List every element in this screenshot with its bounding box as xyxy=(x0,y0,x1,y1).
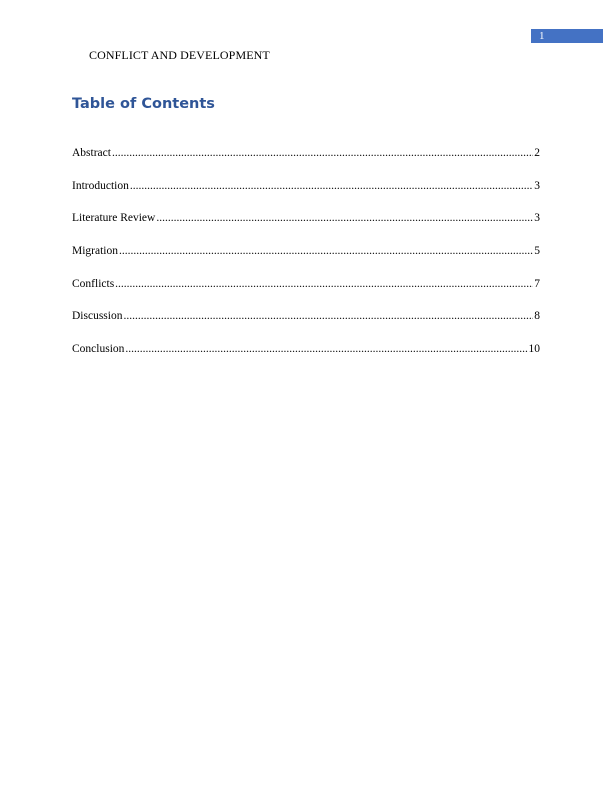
toc-entry-title[interactable]: Abstract xyxy=(72,147,111,159)
toc-entry-title[interactable]: Conflicts xyxy=(72,277,115,290)
toc-entry-migration[interactable] xyxy=(72,244,540,277)
toc-entry-title[interactable]: Migration xyxy=(72,245,118,258)
toc-entry-page[interactable]: 10 xyxy=(528,343,540,356)
toc-entry-introduction[interactable] xyxy=(72,179,540,212)
toc-dot-leader xyxy=(112,146,533,160)
toc-entry-conclusion[interactable] xyxy=(72,342,540,375)
toc-entry-title[interactable]: Literature Review xyxy=(72,212,156,225)
page-number-badge xyxy=(531,29,603,43)
toc-entry-page[interactable]: 3 xyxy=(534,212,540,225)
toc-entry-title[interactable]: Discussion xyxy=(72,310,123,323)
toc-entry-discussion[interactable] xyxy=(72,309,540,342)
toc-entry-page[interactable]: 7 xyxy=(534,277,540,290)
toc-entry-title[interactable]: Introduction xyxy=(72,179,129,192)
toc-entry-literature-review[interactable] xyxy=(72,211,540,244)
toc-dot-leader xyxy=(123,309,533,323)
toc-dot-leader xyxy=(125,342,527,356)
toc-dot-leader xyxy=(156,211,533,225)
toc-entry-page[interactable]: 3 xyxy=(534,179,540,192)
page-number: 1 xyxy=(539,30,545,42)
toc-list xyxy=(72,146,540,375)
toc-heading: Table of Contents xyxy=(72,96,215,112)
toc-dot-leader xyxy=(119,244,533,258)
toc-entry-page[interactable]: 8 xyxy=(534,310,540,323)
toc-dot-leader xyxy=(130,179,533,193)
running-head: CONFLICT AND DEVELOPMENT xyxy=(89,48,270,62)
toc-entry-title[interactable]: Conclusion xyxy=(72,343,125,356)
toc-entry-abstract[interactable] xyxy=(72,146,540,179)
toc-entry-conflicts[interactable] xyxy=(72,277,540,310)
toc-entry-page[interactable]: 2 xyxy=(534,147,540,159)
toc-entry-page[interactable]: 5 xyxy=(534,245,540,258)
toc-dot-leader xyxy=(115,277,533,291)
